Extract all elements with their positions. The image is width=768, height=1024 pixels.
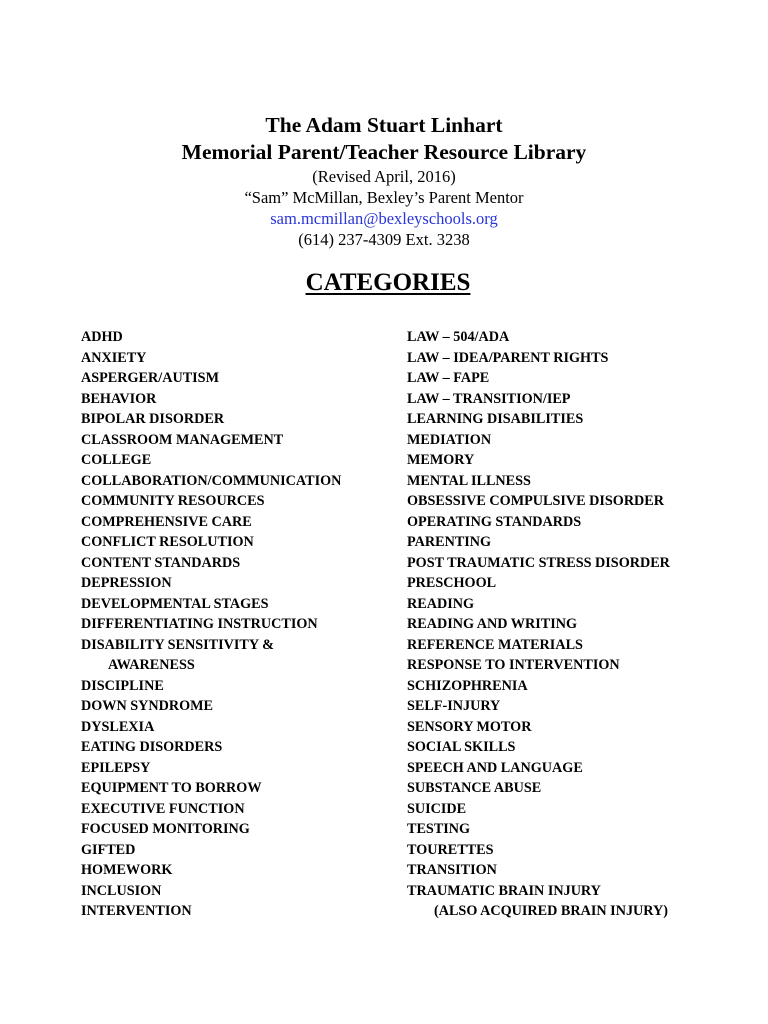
category-item: HOMEWORK (81, 862, 173, 878)
category-item: POST TRAUMATIC STRESS DISORDER (407, 554, 670, 571)
category-item: DEVELOPMENTAL STAGES (81, 595, 269, 612)
category-item: MENTAL ILLNESS (407, 472, 531, 489)
document-header (0, 112, 768, 250)
category-item: REFERENCE MATERIALS (407, 636, 583, 653)
category-item: LAW – IDEA/PARENT RIGHTS (407, 349, 609, 366)
category-item-continuation: AWARENESS (108, 657, 195, 673)
category-item: DISCIPLINE (81, 677, 164, 694)
category-item: LAW – 504/ADA (407, 329, 510, 345)
category-item: COMPREHENSIVE CARE (81, 513, 252, 530)
category-item: DISABILITY SENSITIVITY & (81, 636, 274, 653)
category-item: ASPERGER/AUTISM (81, 370, 219, 386)
category-item: RESPONSE TO INTERVENTION (407, 657, 620, 673)
category-item: DIFFERENTIATING INSTRUCTION (81, 616, 318, 632)
category-item: EQUIPMENT TO BORROW (81, 780, 262, 796)
library-title-line-1: The Adam Stuart Linhart (265, 113, 503, 137)
category-item: CONTENT STANDARDS (81, 554, 241, 571)
category-item: PRESCHOOL (407, 575, 497, 591)
category-item: PARENTING (407, 534, 492, 550)
category-item: COLLEGE (81, 452, 152, 468)
category-item: READING (407, 595, 475, 612)
categories-heading (0, 268, 768, 298)
library-title-line-2: Memorial Parent/Teacher Resource Library (181, 140, 587, 164)
category-item: LAW – FAPE (407, 370, 490, 386)
category-item: CLASSROOM MANAGEMENT (81, 431, 284, 448)
category-item: INTERVENTION (81, 903, 192, 919)
category-item: DYSLEXIA (81, 718, 155, 735)
category-item: SENSORY MOTOR (407, 718, 532, 735)
category-item: TOURETTES (407, 841, 494, 858)
mentor-email-link[interactable]: sam.mcmillan@bexleyschools.org (270, 209, 498, 228)
revision-date: (Revised April, 2016) (312, 167, 456, 186)
category-item: FOCUSED MONITORING (81, 821, 250, 837)
category-item: TRAUMATIC BRAIN INJURY (407, 882, 601, 899)
category-item: SOCIAL SKILLS (407, 739, 516, 755)
category-item: SELF-INJURY (407, 698, 501, 714)
category-item: ANXIETY (81, 349, 147, 366)
category-item: ADHD (81, 329, 123, 345)
category-item: MEMORY (407, 452, 475, 468)
category-item: SPEECH AND LANGUAGE (407, 759, 583, 776)
category-item: OPERATING STANDARDS (407, 513, 582, 530)
category-item: BIPOLAR DISORDER (81, 411, 225, 427)
category-item: EPILEPSY (81, 759, 151, 776)
category-item: READING AND WRITING (407, 616, 578, 632)
category-item: CONFLICT RESOLUTION (81, 534, 254, 550)
category-item: DOWN SYNDROME (81, 698, 214, 714)
parent-mentor: “Sam” McMillan, Bexley’s Parent Mentor (244, 188, 524, 207)
category-item: INCLUSION (81, 882, 162, 899)
category-item: TESTING (407, 821, 471, 837)
category-item: TRANSITION (407, 862, 497, 878)
category-item: LEARNING DISABILITIES (407, 411, 584, 427)
category-item: SUBSTANCE ABUSE (407, 780, 542, 796)
category-item: BEHAVIOR (81, 390, 157, 407)
category-item: LAW – TRANSITION/IEP (407, 390, 571, 407)
category-item: GIFTED (81, 841, 136, 858)
category-list-left (81, 327, 381, 922)
category-item: EXECUTIVE FUNCTION (81, 800, 245, 817)
category-item: SCHIZOPHRENIA (407, 677, 528, 694)
category-item: MEDIATION (407, 431, 492, 448)
category-item: SUICIDE (407, 800, 467, 817)
category-item-continuation: (ALSO ACQUIRED BRAIN INJURY) (434, 903, 669, 919)
categories-heading-text: CATEGORIES (305, 269, 471, 296)
category-item: COMMUNITY RESOURCES (81, 493, 265, 509)
category-item: DEPRESSION (81, 575, 172, 591)
category-item: EATING DISORDERS (81, 739, 223, 755)
category-item: COLLABORATION/COMMUNICATION (81, 472, 342, 489)
mentor-phone: (614) 237-4309 Ext. 3238 (298, 230, 470, 249)
category-list-right (407, 327, 747, 922)
category-item: OBSESSIVE COMPULSIVE DISORDER (407, 493, 665, 509)
